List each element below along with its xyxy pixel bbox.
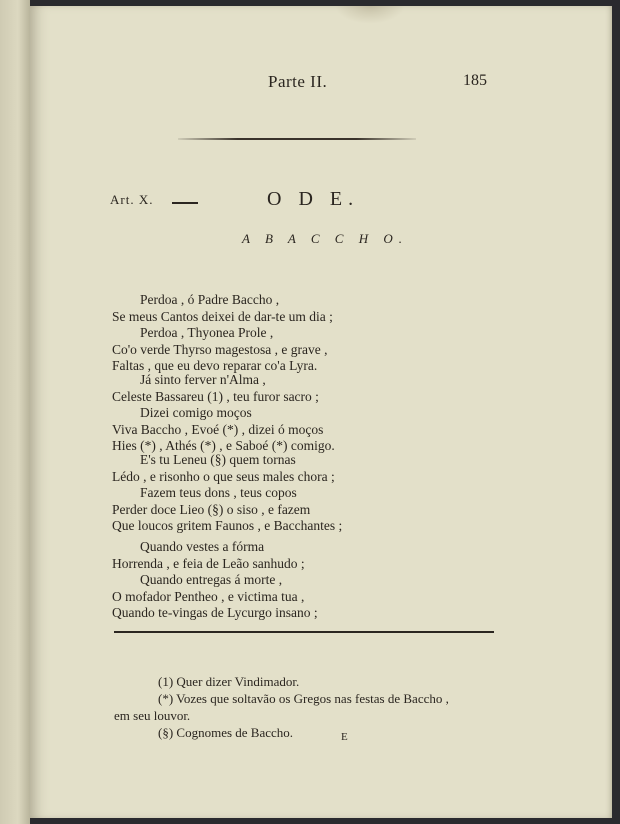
verse-line: Que loucos gritem Faunos , e Bacchantes ; <box>112 518 343 533</box>
verse-line: Hies (*) , Athés (*) , e Saboé (*) comigo. <box>112 438 335 453</box>
verse-line: Quando te-vingas de Lycurgo insano ; <box>112 605 318 620</box>
stanza <box>112 372 335 455</box>
facing-page-edge <box>0 0 30 824</box>
catchword: E <box>341 731 348 743</box>
verse-line: Perdoa , ó Padre Baccho , <box>140 292 280 307</box>
poem-subtitle: A B A C C H O. <box>242 231 408 246</box>
footnote-line: em seu louvor. <box>114 708 191 723</box>
footnotes <box>114 673 449 741</box>
verse-line: Lédo , e risonho o que seus males chora ; <box>112 468 335 484</box>
verse-line: Fazem teus dons , teus copos <box>140 485 297 500</box>
verse-line: Perder doce Lieo (§) o siso , e fazem <box>112 501 311 517</box>
footnote-line: (*) Vozes que soltavão os Gregos nas festas de Baccho , <box>158 691 449 706</box>
article-label: Art. X. <box>110 192 154 207</box>
verse-line: Quando entregas á morte , <box>140 572 283 587</box>
verse-line: Celeste Bassareu (1) , teu furor sacro ; <box>112 388 319 404</box>
paper-stain <box>335 6 405 24</box>
stanza <box>112 452 342 535</box>
verse-line: Se meus Cantos deixei de dar-te um dia ; <box>112 308 333 324</box>
verse-line: O mofador Pentheo , e victima tua , <box>112 588 305 604</box>
verse-line: Co'o verde Thyrso magestosa , e grave , <box>112 341 328 357</box>
verse-line: Horrenda , e feia de Leão sanhudo ; <box>112 555 305 571</box>
footnote-line: (§) Cognomes de Baccho. <box>158 725 294 740</box>
article-dash <box>172 202 198 204</box>
verse-line: Viva Baccho , Evoé (*) , dizei ó moços <box>112 421 324 437</box>
running-head: Parte II. <box>268 72 328 91</box>
verse-line: Quando vestes a fórma <box>140 539 265 554</box>
verse-line: Perdoa , Thyonea Prole , <box>140 325 274 340</box>
book-page <box>30 6 612 818</box>
verse-line: Já sinto ferver n'Alma , <box>140 372 266 387</box>
header-ornament-rule <box>178 138 416 140</box>
verse-line: Dizei comigo moços <box>140 405 252 420</box>
footnote-rule <box>114 631 494 633</box>
verse-line: Faltas , que eu devo reparar co'a Lyra. <box>112 358 318 373</box>
footnote-line: (1) Quer dizer Vindimador. <box>158 674 300 689</box>
stanza <box>112 292 333 375</box>
poem-title: O D E. <box>267 188 360 210</box>
verse-line: E's tu Leneu (§) quem tornas <box>140 452 296 467</box>
page-number: 185 <box>463 72 487 89</box>
stanza <box>112 539 318 622</box>
